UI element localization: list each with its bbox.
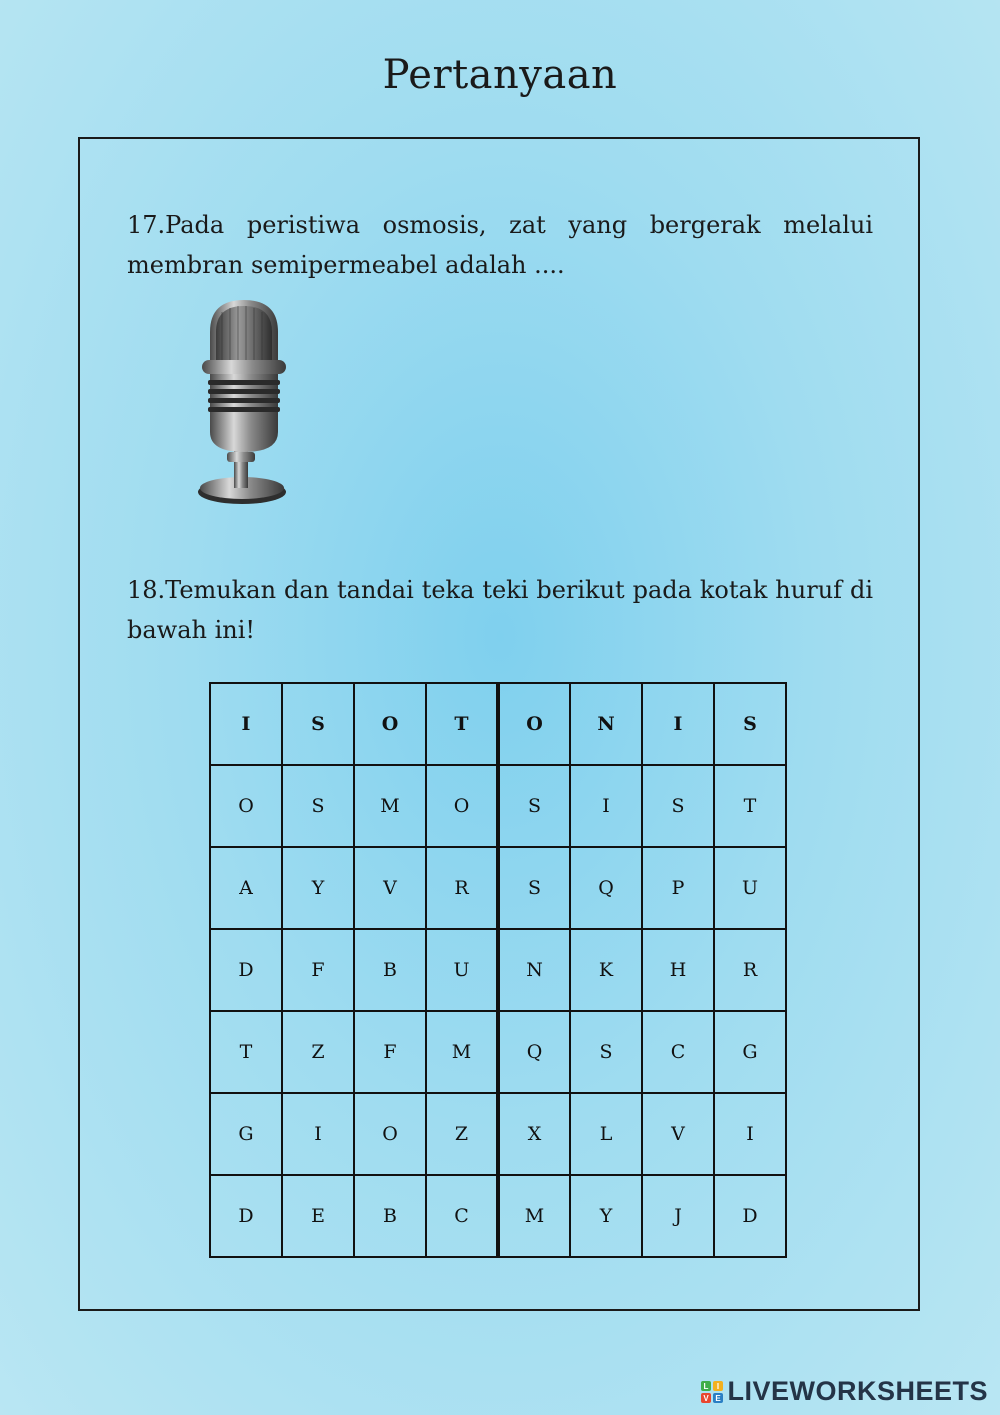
grid-cell[interactable]: I — [714, 1093, 786, 1175]
question-18: 18.Temukan dan tandai teka teki berikut pada kotak huruf di bawah ini! — [127, 576, 873, 644]
grid-cell[interactable]: N — [570, 683, 642, 765]
grid-cell[interactable]: F — [282, 929, 354, 1011]
grid-cell[interactable]: R — [426, 847, 498, 929]
grid-cell[interactable]: O — [426, 765, 498, 847]
grid-cell[interactable]: Q — [498, 1011, 570, 1093]
logo-letter-i: I — [717, 1381, 720, 1391]
word-search-grid — [209, 682, 787, 1258]
grid-row — [210, 1093, 786, 1175]
grid-cell[interactable]: K — [570, 929, 642, 1011]
grid-cell[interactable]: P — [642, 847, 714, 929]
grid-cell[interactable]: U — [426, 929, 498, 1011]
grid-cell[interactable]: B — [354, 1175, 426, 1257]
liveworksheets-logo-icon — [701, 1381, 723, 1403]
grid-cell[interactable]: D — [210, 1175, 282, 1257]
grid-cell[interactable]: M — [426, 1011, 498, 1093]
grid-cell[interactable]: C — [642, 1011, 714, 1093]
grid-cell[interactable]: D — [210, 929, 282, 1011]
grid-cell[interactable]: M — [498, 1175, 570, 1257]
grid-cell[interactable]: O — [354, 1093, 426, 1175]
brand-name[interactable]: LIVEWORKSHEETS — [727, 1376, 988, 1406]
grid-cell[interactable]: S — [498, 847, 570, 929]
grid-cell[interactable]: Z — [282, 1011, 354, 1093]
grid-row — [210, 765, 786, 847]
grid-cell[interactable]: H — [642, 929, 714, 1011]
grid-cell[interactable]: F — [354, 1011, 426, 1093]
grid-cell[interactable]: R — [714, 929, 786, 1011]
grid-cell[interactable]: S — [282, 765, 354, 847]
grid-cell[interactable]: Y — [570, 1175, 642, 1257]
grid-cell[interactable]: Z — [426, 1093, 498, 1175]
grid-cell[interactable]: I — [570, 765, 642, 847]
grid-cell[interactable]: U — [714, 847, 786, 929]
brand — [701, 1376, 988, 1407]
page-title: Pertanyaan — [382, 52, 618, 98]
microphone-icon[interactable] — [172, 292, 302, 512]
grid-cell[interactable]: I — [642, 683, 714, 765]
grid-cell[interactable]: G — [210, 1093, 282, 1175]
grid-cell[interactable]: D — [714, 1175, 786, 1257]
grid-row — [210, 1011, 786, 1093]
grid-cell[interactable]: I — [210, 683, 282, 765]
grid-row — [210, 847, 786, 929]
grid-cell[interactable]: S — [642, 765, 714, 847]
grid-cell[interactable]: S — [570, 1011, 642, 1093]
grid-cell[interactable]: V — [642, 1093, 714, 1175]
grid-cell[interactable]: A — [210, 847, 282, 929]
grid-row — [210, 929, 786, 1011]
grid-row — [210, 1175, 786, 1257]
grid-cell[interactable]: L — [570, 1093, 642, 1175]
grid-cell[interactable]: G — [714, 1011, 786, 1093]
grid-row — [210, 683, 786, 765]
grid-cell[interactable]: T — [210, 1011, 282, 1093]
grid-cell[interactable]: N — [498, 929, 570, 1011]
grid-cell[interactable]: E — [282, 1175, 354, 1257]
grid-cell[interactable]: J — [642, 1175, 714, 1257]
grid-cell[interactable]: S — [282, 683, 354, 765]
grid-cell[interactable]: S — [714, 683, 786, 765]
logo-letter-l: L — [704, 1381, 709, 1391]
grid-cell[interactable]: B — [354, 929, 426, 1011]
logo-letter-v: V — [703, 1393, 710, 1403]
grid-cell[interactable]: O — [498, 683, 570, 765]
grid-cell[interactable]: M — [354, 765, 426, 847]
logo-letter-e: E — [715, 1393, 722, 1403]
grid-cell[interactable]: I — [282, 1093, 354, 1175]
grid-cell[interactable]: Y — [282, 847, 354, 929]
grid-cell[interactable]: S — [498, 765, 570, 847]
grid-cell[interactable]: V — [354, 847, 426, 929]
grid-cell[interactable]: T — [714, 765, 786, 847]
question-17: 17.Pada peristiwa osmosis, zat yang bergerak melalui membran semipermeabel adalah .... — [127, 211, 873, 279]
grid-cell[interactable]: T — [426, 683, 498, 765]
grid-cell[interactable]: C — [426, 1175, 498, 1257]
grid-cell[interactable]: X — [498, 1093, 570, 1175]
grid-cell[interactable]: O — [354, 683, 426, 765]
grid-cell[interactable]: Q — [570, 847, 642, 929]
grid-cell[interactable]: O — [210, 765, 282, 847]
